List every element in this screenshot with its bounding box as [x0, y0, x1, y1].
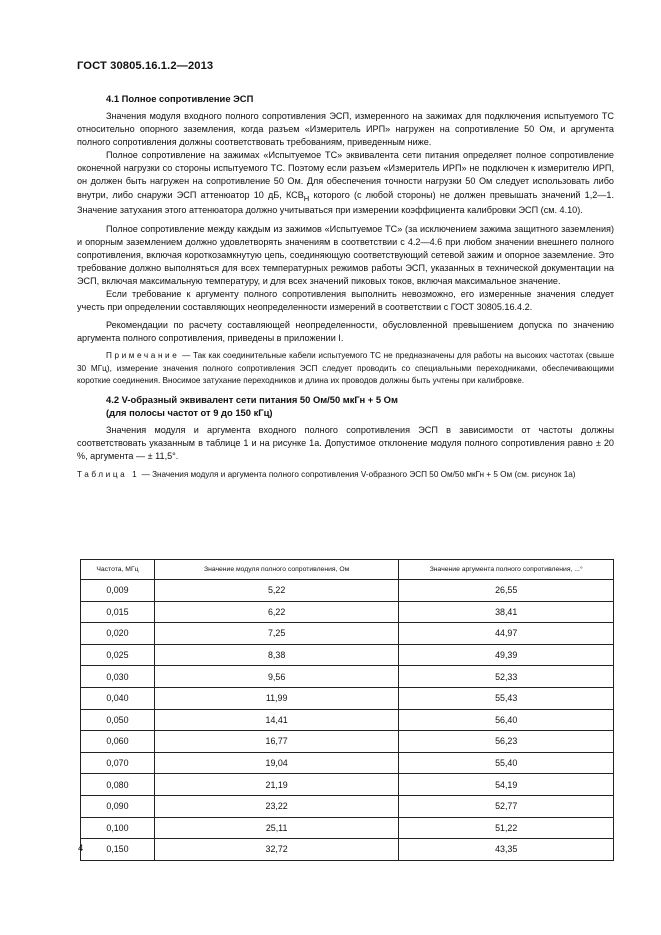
table-row: [81, 795, 614, 817]
cell-modulus: 11,99: [154, 687, 399, 709]
cell-frequency: 0,020: [81, 623, 155, 645]
cell-argument: 52,77: [399, 795, 614, 817]
header-modulus: Значение модуля полного сопротивления, Ом: [154, 560, 399, 580]
cell-frequency: 0,060: [81, 731, 155, 753]
cell-modulus: 9,56: [154, 666, 399, 688]
cell-frequency: 0,150: [81, 839, 155, 861]
cell-frequency: 0,009: [81, 580, 155, 602]
table-row: [81, 731, 614, 753]
table-row: [81, 666, 614, 688]
document-body: [77, 92, 614, 481]
cell-argument: 56,40: [399, 709, 614, 731]
paragraph-text: Полное сопротивление на зажимах «Испытуемое ТС» эквивалента сети питания определяет полное сопротивление оконечной нагрузки со стороны испытуемого ТС. Поэтому если разъем «Измеритель ИРП» не подключен к измерителю ИРП, он должен быть нагружен на сопротивление 50 Ом. Для обеспечения точности нагрузки 50 Ом следует использовать либо внутри, либо снаружи ЭСП аттенюатор 10 дБ, КСВ: [77, 150, 614, 200]
cell-frequency: 0,070: [81, 752, 155, 774]
cell-modulus: 21,19: [154, 774, 399, 796]
cell-modulus: 6,22: [154, 601, 399, 623]
table-row: [81, 774, 614, 796]
cell-argument: 51,22: [399, 817, 614, 839]
cell-argument: 56,23: [399, 731, 614, 753]
header-argument: Значение аргумента полного сопротивления, ...°: [399, 560, 614, 580]
cell-modulus: 7,25: [154, 623, 399, 645]
paragraph-text: которого (с любой стороны) не должен превышать значений 1,2—1. Значение затухания этого аттенюатора должно учитываться при измерении коэффициента калибровки ЭСП (см. 4.10).: [77, 189, 614, 216]
table-row: [81, 623, 614, 645]
cell-modulus: 5,22: [154, 580, 399, 602]
cell-argument: 43,35: [399, 839, 614, 861]
table-caption-text: — Значения модуля и аргумента полного сопротивления V-образного ЭСП 50 Ом/50 мкГн + 5 Ом (см. рисунок 1а): [139, 470, 576, 480]
cell-modulus: 23,22: [154, 795, 399, 817]
cell-argument: 55,40: [399, 752, 614, 774]
cell-modulus: 19,04: [154, 752, 399, 774]
cell-frequency: 0,080: [81, 774, 155, 796]
note-label: Примечание: [106, 351, 180, 361]
section-4-1-title: 4.1 Полное сопротивление ЭСП: [106, 93, 254, 104]
cell-argument: 55,43: [399, 687, 614, 709]
cell-frequency: 0,100: [81, 817, 155, 839]
document-header: ГОСТ 30805.16.1.2—2013: [77, 60, 214, 72]
cell-frequency: 0,050: [81, 709, 155, 731]
cell-modulus: 16,77: [154, 731, 399, 753]
section-4-2-title-line1: 4.2 V-образный эквивалент сети питания 50 Ом/50 мкГн + 5 Ом: [106, 394, 398, 406]
table-label: Таблица 1: [77, 470, 140, 480]
subscript: Н: [303, 193, 310, 203]
table-caption: [77, 469, 614, 480]
cell-argument: 26,55: [399, 580, 614, 602]
cell-argument: 54,19: [399, 774, 614, 796]
paragraph: Полное сопротивление между каждым из зажимов «Испытуемое ТС» (за исключением зажима защитного заземления) и опорным заземлением должно удовлетворять значениям в соответствии с 4.2—4.6 при любом значении внешнего полного сопротивления, включая короткозамкнутую цепь, соединяющую соответствующий сетевой зажим и опорное заземление. Это требование должно выполняться для всех температурных режимов работы ЭСП, указанных в технической документации на ЭСП, включая максимальную температуру, и для всех значений пиковых токов, включая максимальное значение.: [77, 223, 614, 286]
paragraph: [77, 149, 614, 217]
header-frequency: Частота, МГц: [81, 560, 155, 580]
cell-argument: 38,41: [399, 601, 614, 623]
paragraph: Значения модуля и аргумента входного полного сопротивления ЭСП в зависимости от частоты должны соответствовать указанным в таблице 1 и на рисунке 1а. Допустимое отклонение модуля полного сопротивления равно ± 20 %, аргумента — ± 11,5°.: [77, 425, 614, 462]
cell-modulus: 25,11: [154, 817, 399, 839]
section-4-2-title-line2: (для полосы частот от 9 до 150 кГц): [106, 407, 273, 419]
cell-modulus: 14,41: [154, 709, 399, 731]
table-row: [81, 752, 614, 774]
page-number: 4: [78, 843, 84, 854]
paragraph: Рекомендации по расчету составляющей неопределенности, обусловленной превышением допуска по значению аргумента полного сопротивления, приведены в приложении I.: [77, 320, 614, 344]
table-header-row: [81, 560, 614, 580]
cell-frequency: 0,090: [81, 795, 155, 817]
paragraph: Значения модуля входного полного сопротивления ЭСП, измеренного на зажимах для подключения испытуемого ТС относительно опорного заземления, когда разъем «Измеритель ИРП» нагружен на сопротивление 50 Ом, и аргумента полного сопротивления должны соответствовать требованиям, приведенным ниже.: [77, 111, 614, 148]
cell-frequency: 0,040: [81, 687, 155, 709]
cell-modulus: 32,72: [154, 839, 399, 861]
cell-modulus: 8,38: [154, 644, 399, 666]
note-text: — Так как соединительные кабели испытуемого ТС не предназначены для работы на высоких частотах (свыше 30 МГц), измерение значения полного сопротивления ЭСП следует проводить со специальными переходниками, обеспечивающими короткие соединения. Вносимое затухание переходников и длина их проводов должны быть учтены при калибровке.: [77, 351, 614, 385]
table-row: [81, 817, 614, 839]
table-row: [81, 580, 614, 602]
impedance-table: [80, 559, 614, 861]
table-row: [81, 709, 614, 731]
section-4-2-title: [77, 393, 614, 419]
cell-frequency: 0,015: [81, 601, 155, 623]
table-row: [81, 687, 614, 709]
cell-argument: 44,97: [399, 623, 614, 645]
table-row: [81, 644, 614, 666]
paragraph: Если требование к аргументу полного сопротивления выполнить невозможно, его измеренные значения следует учесть при определении составляющих неопределенности измерений в соответствии с ГОСТ 30805.16.4.2.: [77, 289, 614, 313]
cell-frequency: 0,030: [81, 666, 155, 688]
table-row: [81, 601, 614, 623]
note: [77, 350, 614, 387]
table-row: [81, 839, 614, 861]
cell-argument: 49,39: [399, 644, 614, 666]
cell-frequency: 0,025: [81, 644, 155, 666]
cell-argument: 52,33: [399, 666, 614, 688]
